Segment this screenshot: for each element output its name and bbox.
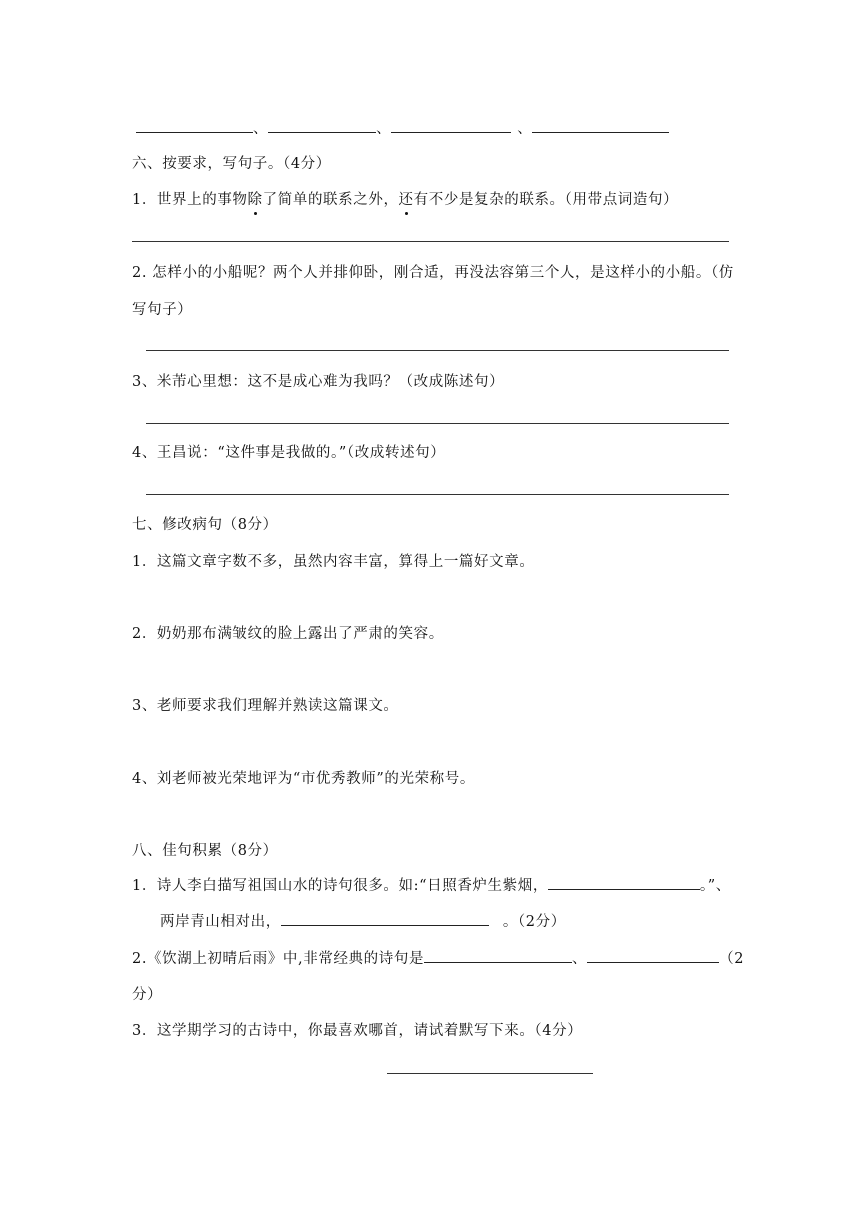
q-text: 2.《饮湖上初晴后雨》中,非常经典的诗句是 <box>132 951 425 967</box>
question-7-1: 1．这篇文章字数不多，虽然内容丰富，算得上一篇好文章。 <box>132 554 535 570</box>
answer-blank[interactable] <box>136 119 253 133</box>
answer-blank[interactable] <box>424 949 572 963</box>
separator: 、 <box>253 121 269 137</box>
section-7-heading: 七、修改病句（8分） <box>132 517 278 533</box>
answer-blank[interactable] <box>391 119 511 133</box>
q-text: 有不少是复杂的联系。（用带点词造句） <box>413 192 679 208</box>
question-6-2-line2: 写句子） <box>132 302 193 318</box>
question-7-3: 3、老师要求我们理解并熟读这篇课文。 <box>132 698 399 714</box>
q-text: 1．世界上的事物 <box>132 192 248 208</box>
dotted-word: 除 <box>247 192 263 208</box>
question-8-3: 3．这学期学习的古诗中，你最喜欢哪首，请试着默写下来。（4分） <box>132 1023 583 1039</box>
answer-line-6-2[interactable] <box>146 350 729 351</box>
q-text: 。”、 <box>699 878 731 894</box>
question-7-4: 4、刘老师被光荣地评为“市优秀教师”的光荣称号。 <box>132 771 475 787</box>
answer-line-6-3[interactable] <box>146 423 729 424</box>
q-text: 。（2分） <box>502 914 566 930</box>
answer-blank[interactable] <box>281 912 489 926</box>
top-blank-row <box>136 119 669 138</box>
answer-line-8-3[interactable] <box>387 1073 593 1074</box>
section-6-heading: 六、按要求，写句子。（4分） <box>132 156 331 172</box>
separator: 、 <box>517 121 533 137</box>
question-8-2-line1 <box>132 949 744 968</box>
answer-blank[interactable] <box>532 119 669 133</box>
section-8-heading: 八、佳句积累（8分） <box>132 843 278 859</box>
q-text: 了简单的联系之外， <box>262 192 399 208</box>
question-6-4: 4、王昌说：“这件事是我做的。”（改成转述句） <box>132 445 446 461</box>
answer-blank[interactable] <box>548 876 700 890</box>
q-text: 1．诗人李白描写祖国山水的诗句很多。如:“日照香炉生紫烟， <box>132 878 548 894</box>
answer-line-6-1[interactable] <box>132 241 729 242</box>
answer-blank[interactable] <box>268 119 376 133</box>
answer-blank[interactable] <box>587 949 719 963</box>
question-6-2-line1: 2. 怎样小的小船呢？两个人并排仰卧，刚合适，再没法容第三个人，是这样小的小船。（仿 <box>132 265 734 281</box>
q-text: 两岸青山相对出， <box>160 914 281 930</box>
separator: 、 <box>376 121 392 137</box>
q-text: （2 <box>719 951 745 967</box>
question-6-1 <box>132 191 678 209</box>
separator: 、 <box>572 951 588 967</box>
answer-line-6-4[interactable] <box>146 494 729 495</box>
question-8-1-line1 <box>132 876 731 895</box>
dotted-word: 还 <box>398 192 414 208</box>
question-8-2-line2: 分） <box>132 987 163 1003</box>
question-8-1-line2 <box>160 912 566 931</box>
question-7-2: 2．奶奶那布满皱纹的脸上露出了严肃的笑容。 <box>132 626 444 642</box>
question-6-3: 3、米芾心里想：这不是成心难为我吗？（改成陈述句） <box>132 374 505 390</box>
